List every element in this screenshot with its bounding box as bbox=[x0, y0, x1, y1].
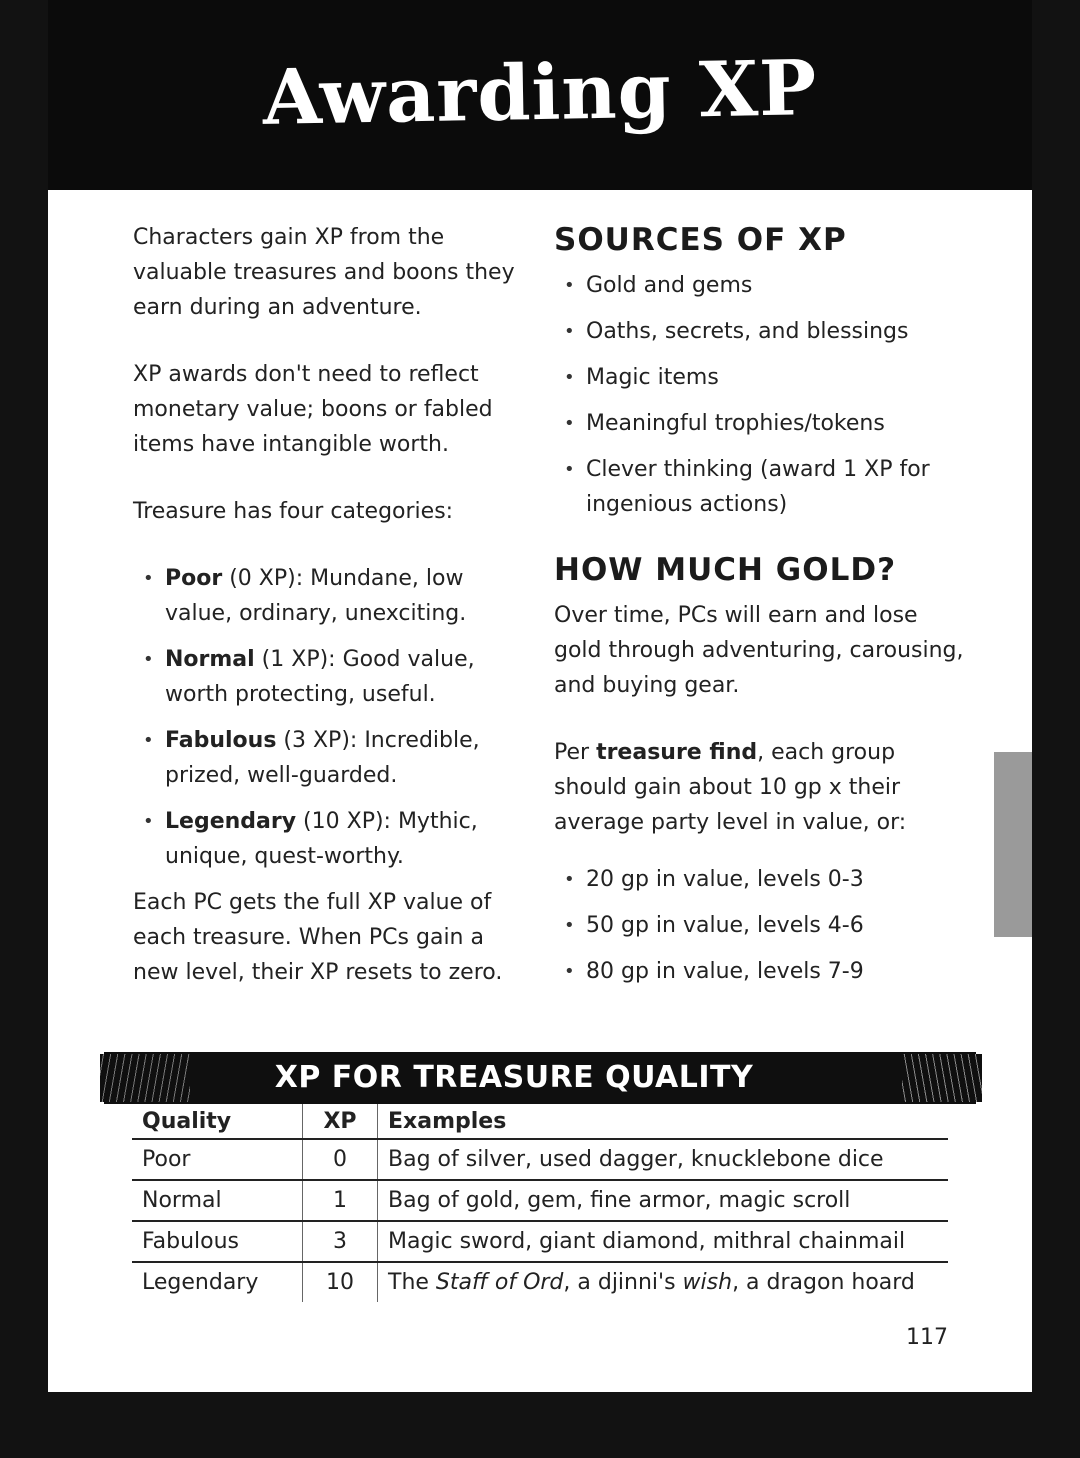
source-text: Magic items bbox=[586, 365, 719, 390]
left-column bbox=[133, 220, 533, 1022]
banner-decoration bbox=[902, 1054, 982, 1102]
table-row bbox=[132, 1221, 948, 1262]
gold-list bbox=[554, 862, 964, 989]
cell-quality: Fabulous bbox=[132, 1221, 303, 1262]
bullet-icon: • bbox=[143, 649, 154, 670]
cell-xp: 1 bbox=[303, 1180, 378, 1221]
table-title: XP FOR TREASURE QUALITY bbox=[274, 1060, 754, 1095]
treasure-find-paragraph bbox=[554, 735, 964, 840]
list-item bbox=[554, 862, 964, 897]
gold-text: 80 gp in value, levels 7-9 bbox=[586, 959, 864, 984]
bullet-icon: • bbox=[564, 915, 575, 936]
source-text: Gold and gems bbox=[586, 273, 753, 298]
text-span: Staff of Ord bbox=[435, 1270, 564, 1295]
category-name: Normal bbox=[165, 647, 255, 672]
list-item bbox=[554, 314, 964, 349]
bullet-icon: • bbox=[564, 869, 575, 890]
title-band bbox=[48, 0, 1032, 190]
cell-examples: Magic sword, giant diamond, mithral chainmail bbox=[378, 1221, 949, 1262]
gold-text: 50 gp in value, levels 4-6 bbox=[586, 913, 864, 938]
category-name: Legendary bbox=[165, 809, 297, 834]
sources-list bbox=[554, 268, 964, 522]
bullet-icon: • bbox=[143, 568, 154, 589]
source-text: Meaningful trophies/tokens bbox=[586, 411, 885, 436]
text-span: , each group should gain about 10 gp x their average party level in value, or: bbox=[554, 740, 907, 835]
list-item bbox=[554, 452, 964, 522]
banner-decoration bbox=[100, 1054, 190, 1102]
bullet-icon: • bbox=[564, 275, 575, 296]
list-item bbox=[133, 561, 533, 631]
bullet-icon: • bbox=[143, 730, 154, 751]
intro-paragraph: Characters gain XP from the valuable treasures and boons they earn during an adventure. bbox=[133, 225, 515, 320]
awards-paragraph: XP awards don't need to reflect monetary value; boons or fabled items have intangible worth. bbox=[133, 362, 493, 457]
text-span: The bbox=[388, 1270, 436, 1295]
list-item bbox=[554, 954, 964, 989]
table-row bbox=[132, 1180, 948, 1221]
gold-heading: HOW MUCH GOLD? bbox=[554, 552, 897, 588]
page-number: 117 bbox=[906, 1325, 948, 1350]
bullet-icon: • bbox=[564, 321, 575, 342]
cell-xp: 10 bbox=[303, 1262, 378, 1302]
table-row bbox=[132, 1139, 948, 1180]
text-span: , a djinni's bbox=[563, 1270, 683, 1295]
text-span: , a dragon hoard bbox=[732, 1270, 915, 1295]
category-name: Poor bbox=[165, 566, 223, 591]
list-item bbox=[133, 804, 533, 874]
sources-heading: SOURCES OF XP bbox=[554, 222, 847, 258]
table-row bbox=[132, 1262, 948, 1302]
xp-table bbox=[132, 1104, 948, 1302]
bullet-icon: • bbox=[564, 459, 575, 480]
category-desc: (10 XP): Mythic, unique, quest-worthy. bbox=[165, 809, 478, 869]
list-item bbox=[133, 642, 533, 712]
reset-paragraph: Each PC gets the full XP value of each treasure. When PCs gain a new level, their XP resets to zero. bbox=[133, 890, 503, 985]
header-xp: XP bbox=[303, 1104, 378, 1139]
cell-examples: Bag of gold, gem, fine armor, magic scroll bbox=[378, 1180, 949, 1221]
categories-intro: Treasure has four categories: bbox=[133, 499, 454, 524]
scrollbar-thumb[interactable] bbox=[994, 752, 1032, 937]
bullet-icon: • bbox=[564, 413, 575, 434]
list-item bbox=[554, 908, 964, 943]
source-text: Clever thinking (award 1 XP for ingenious actions) bbox=[586, 457, 930, 517]
cell-examples: Bag of silver, used dagger, knucklebone dice bbox=[378, 1139, 949, 1180]
text-span: Per bbox=[554, 740, 597, 765]
source-text: Oaths, secrets, and blessings bbox=[586, 319, 909, 344]
bullet-icon: • bbox=[564, 961, 575, 982]
category-desc: (1 XP): Good value, worth protecting, useful. bbox=[165, 647, 475, 707]
list-item bbox=[554, 268, 964, 303]
table-banner bbox=[104, 1052, 976, 1104]
cell-xp: 0 bbox=[303, 1139, 378, 1180]
cell-xp: 3 bbox=[303, 1221, 378, 1262]
category-list bbox=[133, 561, 533, 874]
header-examples: Examples bbox=[378, 1104, 949, 1139]
bullet-icon: • bbox=[564, 367, 575, 388]
treasure-find-term: treasure find bbox=[596, 740, 758, 765]
list-item bbox=[554, 406, 964, 441]
category-name: Fabulous bbox=[165, 728, 277, 753]
cell-examples bbox=[378, 1262, 949, 1302]
list-item bbox=[133, 723, 533, 793]
gold-text: 20 gp in value, levels 0-3 bbox=[586, 867, 864, 892]
text-span: wish bbox=[682, 1270, 733, 1295]
category-desc: (0 XP): Mundane, low value, ordinary, unexciting. bbox=[165, 566, 467, 626]
table-header-row bbox=[132, 1104, 948, 1139]
page-title: Awarding XP bbox=[261, 43, 819, 142]
gold-paragraph: Over time, PCs will earn and lose gold through adventuring, carousing, and buying gear. bbox=[554, 603, 964, 698]
cell-quality: Poor bbox=[132, 1139, 303, 1180]
cell-quality: Legendary bbox=[142, 1270, 259, 1295]
book-page bbox=[48, 0, 1032, 1392]
cell-quality: Normal bbox=[132, 1180, 303, 1221]
right-column bbox=[554, 222, 964, 1000]
category-desc: (3 XP): Incredible, prized, well-guarded. bbox=[165, 728, 480, 788]
bullet-icon: • bbox=[143, 811, 154, 832]
header-quality: Quality bbox=[132, 1104, 303, 1139]
list-item bbox=[554, 360, 964, 395]
